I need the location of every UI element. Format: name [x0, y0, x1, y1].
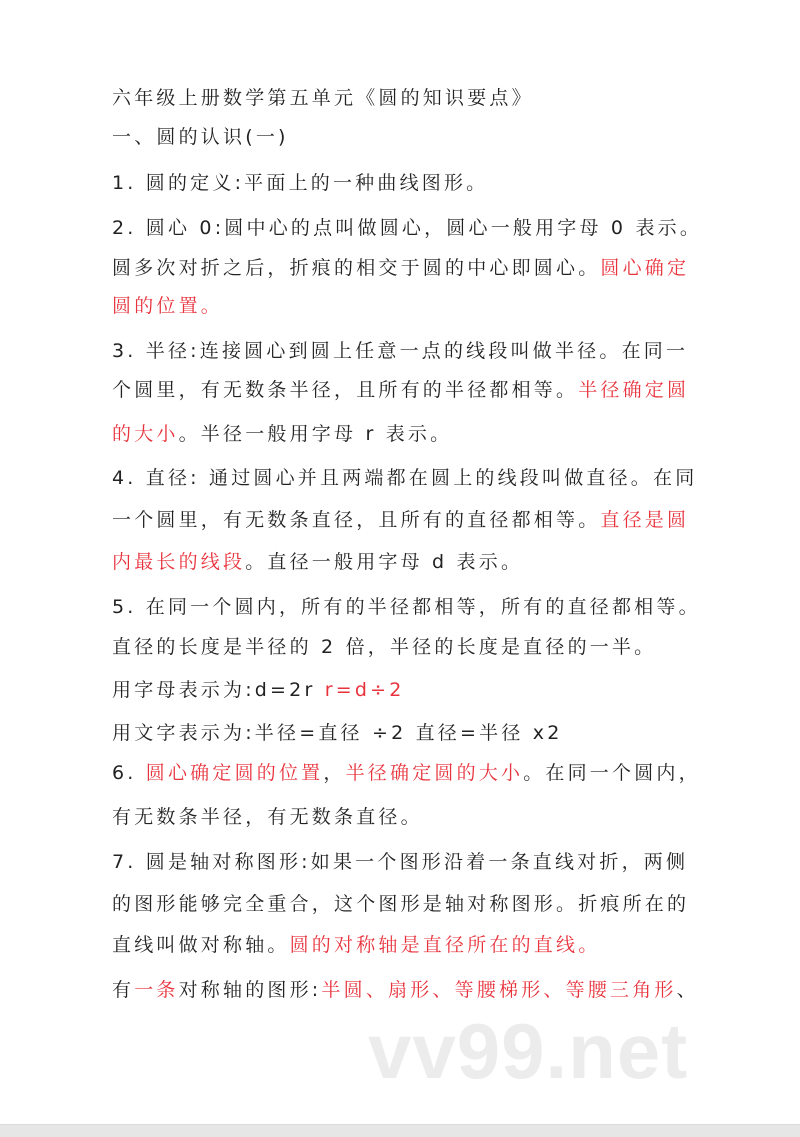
text-line	[112, 932, 600, 958]
text-line	[112, 215, 702, 241]
highlighted-text: 圆心确定圆的位置	[145, 762, 324, 784]
text-line	[112, 804, 423, 830]
text-line	[112, 594, 701, 620]
text-segment: 1. 圆的定义:平面上的一种曲线图形。	[112, 172, 489, 194]
text-segment: 6.	[112, 762, 146, 784]
highlighted-text: 半圆、扇形、等腰梯形、等腰三角形	[321, 979, 677, 1001]
text-segment: 用字母表示为:d=2r	[112, 679, 325, 701]
text-segment: 2. 圆心 0:圆中心的点叫做圆心，圆心一般用字母 0 表示。	[112, 217, 703, 239]
highlighted-text: r=d÷2	[324, 679, 405, 701]
text-segment: 一个圆里，有无数条直径，且所有的直径都相等。	[112, 509, 601, 531]
text-line	[112, 507, 689, 533]
text-line	[112, 549, 523, 575]
highlighted-text: 半径确定圆的大小	[345, 762, 524, 784]
text-line	[112, 634, 656, 660]
text-segment: 、	[676, 979, 699, 1001]
text-segment: 7. 圆是轴对称图形:如果一个图形沿着一条直线对折，两侧	[112, 851, 689, 873]
highlighted-text: 直径是圆	[600, 509, 690, 531]
text-line	[112, 377, 689, 403]
text-segment: 直线叫做对称轴。	[112, 934, 290, 956]
text-segment: 有无数条半径，有无数条直径。	[112, 806, 423, 828]
text-line	[112, 465, 697, 491]
text-segment: 直径的长度是半径的 2 倍，半径的长度是直径的一半。	[112, 636, 657, 658]
text-segment: 个圆里，有无数条半径，且所有的半径都相等。	[112, 379, 579, 401]
text-segment: 一、圆的认识(一)	[112, 126, 289, 148]
text-line	[112, 421, 452, 447]
text-segment: ，	[323, 762, 346, 784]
bottom-scroll-bar[interactable]	[0, 1124, 800, 1137]
highlighted-text: 内最长的线段	[112, 551, 246, 573]
text-segment: 。半径一般用字母 r 表示。	[178, 423, 453, 445]
section-heading	[112, 124, 289, 150]
text-line	[112, 338, 688, 364]
text-segment: 对称轴的图形:	[178, 979, 322, 1001]
highlighted-text: 圆的对称轴是直径所在的直线。	[289, 934, 601, 956]
text-line	[112, 760, 701, 786]
document-title	[112, 85, 534, 111]
text-line	[112, 977, 699, 1003]
text-segment: 圆多次对折之后，折痕的相交于圆的中心即圆心。	[112, 257, 601, 279]
text-line	[112, 170, 488, 196]
text-line	[112, 255, 689, 281]
text-line	[112, 677, 405, 703]
highlighted-text: 圆心确定	[600, 257, 690, 279]
text-segment: 用文字表示为:半径=直径 ÷2 直径=半径 x2	[112, 722, 563, 744]
text-segment: 有	[112, 979, 135, 1001]
watermark: vv99.net	[368, 1007, 689, 1095]
highlighted-text: 圆的位置。	[112, 295, 224, 317]
highlighted-text: 的大小	[112, 423, 179, 445]
text-segment: 4. 直径: 通过圆心并且两端都在圆上的线段叫做直径。在同	[112, 467, 698, 489]
highlighted-text: 一条	[134, 979, 179, 1001]
highlighted-text: 半径确定圆	[578, 379, 690, 401]
text-segment: 的图形能够完全重合，这个图形是轴对称图形。折痕所在的	[112, 893, 690, 915]
text-line	[112, 293, 223, 319]
text-line	[112, 720, 563, 746]
text-segment: 。直径一般用字母 d 表示。	[245, 551, 524, 573]
text-segment: 六年级上册数学第五单元《圆的知识要点》	[112, 87, 534, 109]
text-line	[112, 849, 688, 875]
text-line	[112, 891, 689, 917]
text-segment: 5. 在同一个圆内，所有的半径都相等，所有的直径都相等。	[112, 596, 701, 618]
text-segment: 3. 半径:连接圆心到圆上任意一点的线段叫做半径。在同一	[112, 340, 689, 362]
text-segment: 。在同一个圆内，	[523, 762, 701, 784]
